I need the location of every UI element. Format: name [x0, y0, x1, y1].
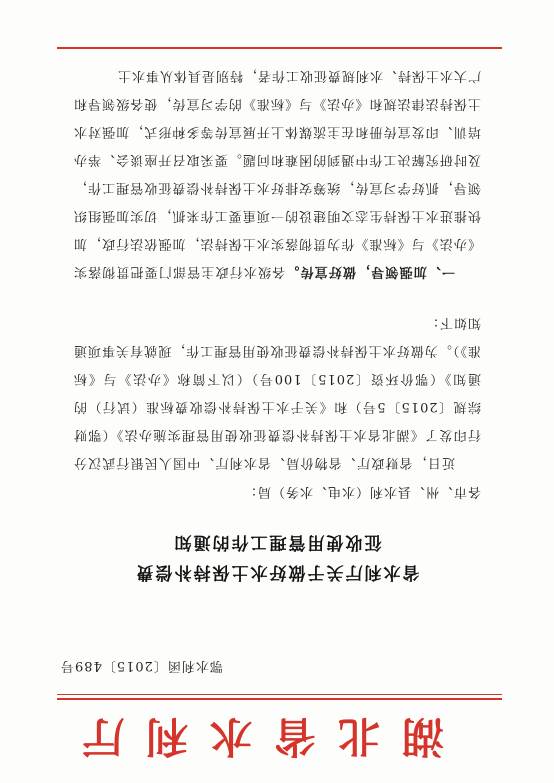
letterhead [0, 703, 554, 783]
section-heading-1: 一、加强领导，做好宣传。 [285, 264, 455, 279]
document-title-line-1: 省水利厅关于做好水土保持补偿费 [134, 562, 420, 582]
letterhead-red-rule-thin [57, 694, 502, 695]
document-title-line-2: 征收使用管理工作的通知 [172, 532, 382, 552]
agency-letterhead-title: 湖北省水利厅 [59, 712, 444, 761]
section-text-1: 各级水行政主管部门要把贯彻落实《办法》与《标准》作为贯彻落实水土保持法，加强依法行政，加快推进水土保持生态文明建设的一项重要工作来抓，切实加强组织领导，抓好学习宣传，统筹安排好水土保持补偿费征收管理工作，及时研究解决工作中遇到的困难和问题。要采取召开座谈会、举办培训、印发宣传册和在主流媒体上开展宣传等多种形式，加强对水土保持法律法规和《办法》与《标准》的学习宣传，使各级领导和广大水土保持、水利规费征收工作者，特别是具体从事水土 [73, 68, 481, 279]
footer-red-rule [57, 47, 502, 49]
document-number: 鄂水利函〔2015〕489号 [60, 658, 223, 673]
body-paragraph-1: 近日，省财政厅、省物价局、省水利厅、中国人民银行武汉分行印发了《湖北省水土保持补偿费征收使用管理实施办法》（鄂财综规〔2015〕5号）和《关于水土保持补偿收费标准（试行）的通知》（鄂价环资〔2015〕100号）（以下简称《办法》与《标准》）。为做好水土保持补偿费征收使用管理工作，现就有关事项通知如下： [73, 315, 481, 470]
letterhead-red-rule [57, 698, 502, 700]
body-paragraph-2 [73, 61, 481, 285]
salutation: 各市、州、县水利（水电、水务）局： [242, 484, 481, 499]
